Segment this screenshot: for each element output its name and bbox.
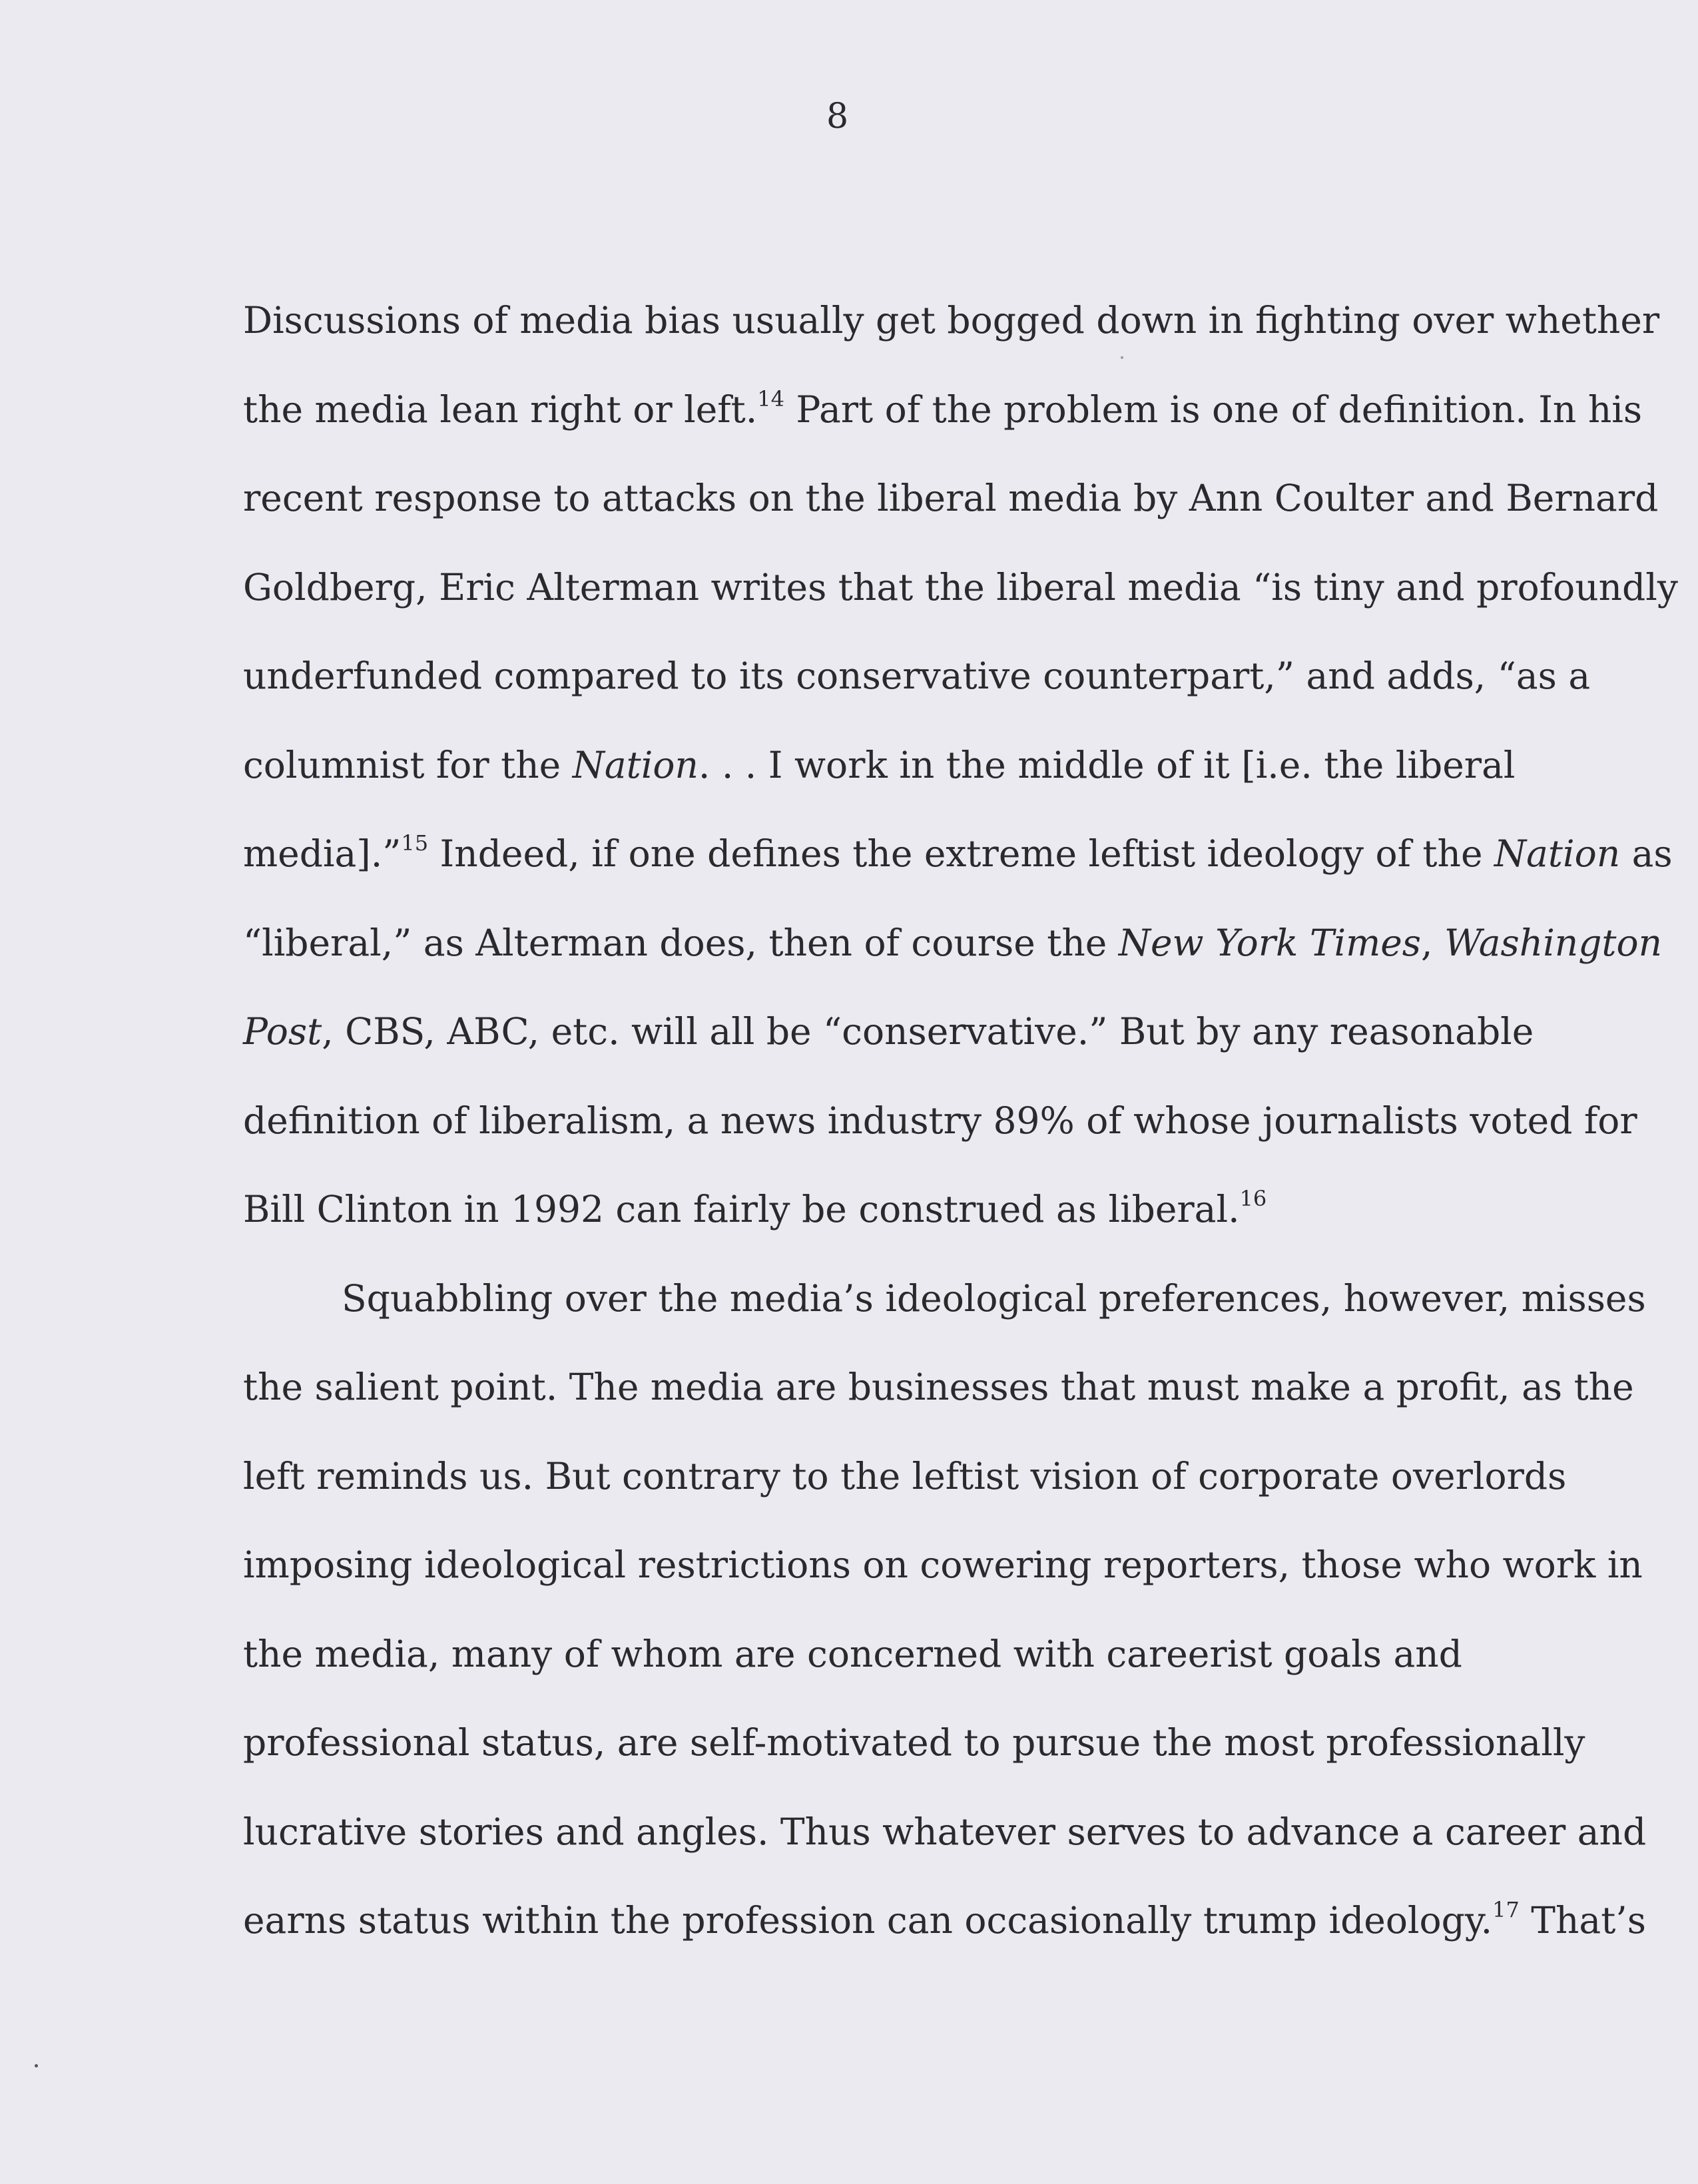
text-run: imposing ideological restrictions on cowering reporters, those who work in [243, 1543, 1643, 1586]
text-run: definition of liberalism, a news industry 89% of whose journalists voted for [243, 1099, 1637, 1142]
text-run: the media lean right or left. [243, 388, 758, 431]
text-run: as [1620, 832, 1673, 875]
text-run: That’s [1519, 1899, 1647, 1942]
text-run: earns status within the profession can occasionally trump ideology. [243, 1899, 1493, 1942]
footnote-ref-14: 14 [757, 386, 784, 411]
text-line [243, 1610, 1601, 1699]
italic-title: Post [243, 1010, 322, 1053]
scan-speck [1121, 356, 1123, 359]
text-run: . . . I work in the middle of it [i.e. the liberal [698, 743, 1516, 786]
italic-title: New York Times [1118, 921, 1422, 964]
text-run: left reminds us. But contrary to the leftist vision of corporate overlords [243, 1454, 1567, 1498]
text-line [243, 1077, 1637, 1166]
text-line [243, 1343, 1634, 1432]
text-line [243, 1876, 1647, 1966]
text-run: Bill Clinton in 1992 can fairly be construed as liberal. [243, 1188, 1240, 1230]
text-run: underfunded compared to its conservative counterpart,” and adds, “as a [243, 655, 1591, 697]
text-run: columnist for the [243, 743, 573, 786]
paragraph-1 [243, 276, 1678, 1254]
italic-title: Nation [572, 743, 699, 786]
text-line [243, 1521, 1643, 1610]
text-run: Squabbling over the media’s ideological preferences, however, misses [342, 1276, 1646, 1320]
text-run: Goldberg, Eric Alterman writes that the liberal media “is tiny and profoundly [243, 565, 1678, 609]
footnote-ref-17: 17 [1492, 1897, 1520, 1922]
text-line [243, 1165, 1601, 1254]
text-run: lucrative stories and angles. Thus whatever serves to advance a career and [243, 1810, 1647, 1853]
footnote-ref-15: 15 [401, 830, 429, 856]
text-line [243, 366, 1643, 455]
italic-title: Nation [1494, 832, 1621, 875]
text-line [243, 1432, 1601, 1521]
text-run: Indeed, if one defines the extreme leftist ideology of the [428, 832, 1494, 875]
text-line [243, 276, 1660, 366]
text-line [243, 454, 1659, 543]
paragraph-2 [243, 1254, 1647, 1966]
text-run: , CBS, ABC, etc. will all be “conservative.” But by any reasonable [322, 1010, 1534, 1053]
text-line [243, 632, 1601, 721]
text-run: professional status, are self-motivated to pursue the most professionally [243, 1721, 1585, 1764]
text-line [243, 1699, 1601, 1788]
text-run: recent response to attacks on the liberal media by Ann Coulter and Bernard [243, 477, 1659, 519]
body-text [243, 276, 1678, 1966]
text-run: the media, many of whom are concerned with careerist goals and [243, 1632, 1462, 1675]
text-line [243, 899, 1663, 988]
text-run: “liberal,” as Alterman does, then of course the [243, 921, 1119, 964]
text-line [243, 1254, 1646, 1344]
text-line [243, 543, 1678, 633]
scan-speck [35, 2064, 38, 2067]
text-run: media].” [243, 832, 402, 875]
page-number: 8 [826, 97, 849, 136]
text-line [243, 810, 1673, 899]
text-run: , [1421, 921, 1444, 964]
text-run: Part of the problem is one of definition. In his [784, 388, 1643, 431]
italic-title: Washington [1444, 921, 1663, 964]
text-line [243, 721, 1601, 810]
footnote-ref-16: 16 [1239, 1186, 1267, 1211]
text-run: the salient point. The media are businesses that must make a profit, as the [243, 1366, 1634, 1408]
text-line [243, 987, 1601, 1077]
text-run: Discussions of media bias usually get bogged down in fighting over whether [243, 299, 1660, 342]
text-line [243, 1788, 1647, 1877]
